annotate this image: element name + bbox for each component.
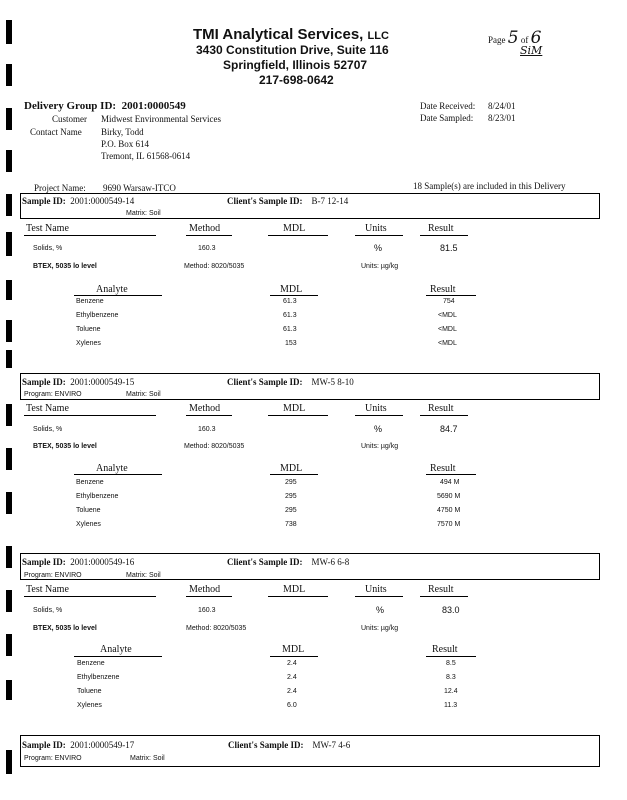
scan-edge-mark <box>6 546 12 568</box>
contact-name: Birky, Todd <box>101 127 144 137</box>
analyte-result: 7570 M <box>437 521 461 528</box>
col-units: Units <box>365 403 387 414</box>
test-solids: Solids, % <box>33 607 63 614</box>
col-underline <box>426 656 476 657</box>
scan-edge-mark <box>6 20 12 44</box>
col-method: Method <box>189 584 221 595</box>
col-underline <box>74 295 162 296</box>
analyte-name: Benzene <box>76 298 104 305</box>
sample-id: Sample ID: 2001:0000549-16 <box>22 557 135 567</box>
clients-sample-id: Client's Sample ID: MW-7 4-6 <box>228 740 351 750</box>
scan-edge-mark <box>6 108 12 130</box>
method-value: 160.3 <box>198 426 216 433</box>
scan-edge-mark <box>6 350 12 368</box>
col-analyte: Analyte <box>96 463 128 474</box>
customer-label: Customer <box>52 114 87 124</box>
scan-edge-mark <box>6 280 12 300</box>
contact-address1: P.O. Box 614 <box>101 139 150 149</box>
date-received-label: Date Received: <box>420 101 476 111</box>
col-mdl: MDL <box>280 463 303 474</box>
company-phone: 217-698-0642 <box>259 73 334 87</box>
analyte-name: Toluene <box>77 688 102 695</box>
sample-matrix: Matrix: Soil <box>126 572 161 579</box>
test-solids: Solids, % <box>33 426 63 433</box>
btex-units: Units: µg/kg <box>361 625 399 632</box>
analyte-mdl: 2.4 <box>287 660 297 667</box>
company-name: TMI Analytical Services, LLC <box>193 26 389 43</box>
col-mdl: MDL <box>282 644 305 655</box>
sample-id: Sample ID: 2001:0000549-14 <box>22 196 135 206</box>
test-btex: BTEX, 5035 lo level <box>33 443 97 450</box>
method-value: 160.3 <box>198 607 216 614</box>
col-units: Units <box>365 584 387 595</box>
scan-edge-mark <box>6 492 12 514</box>
col-mdl: MDL <box>283 223 306 234</box>
analyte-name: Toluene <box>76 507 101 514</box>
btex-method: Method: 8020/5035 <box>184 443 245 450</box>
analyte-mdl: 738 <box>285 521 297 528</box>
col-analyte: Analyte <box>100 644 132 655</box>
analyte-name: Benzene <box>77 660 105 667</box>
col-result: Result <box>428 223 454 234</box>
analyte-mdl: 2.4 <box>287 674 297 681</box>
scan-edge-mark <box>6 680 12 700</box>
col-underline <box>186 596 232 597</box>
date-sampled: 8/23/01 <box>488 113 516 123</box>
col-underline <box>355 235 403 236</box>
scan-edge-mark <box>6 750 12 774</box>
col-test-name: Test Name <box>26 584 69 595</box>
col-mdl: MDL <box>283 403 306 414</box>
btex-method: Method: 8020/5035 <box>184 263 245 270</box>
analyte-mdl: 153 <box>285 340 297 347</box>
analyte-name: Xylenes <box>76 340 101 347</box>
scan-edge-mark <box>6 590 12 612</box>
col-method: Method <box>189 223 221 234</box>
analyte-mdl: 295 <box>285 479 297 486</box>
scan-edge-mark <box>6 320 12 342</box>
sample-id: Sample ID: 2001:0000549-15 <box>22 377 135 387</box>
analyte-name: Ethylbenzene <box>76 312 119 319</box>
analyte-result: 8.5 <box>446 660 456 667</box>
analyte-name: Ethylbenzene <box>76 493 119 500</box>
units-value: % <box>374 424 383 434</box>
analyte-name: Ethylbenzene <box>77 674 120 681</box>
col-result: Result <box>430 284 456 295</box>
project-label: Project Name: <box>34 183 86 193</box>
scan-edge-mark <box>6 64 12 86</box>
initials-signature: SiM <box>520 44 543 57</box>
col-underline <box>186 235 232 236</box>
col-mdl: MDL <box>280 284 303 295</box>
col-test-name: Test Name <box>26 403 69 414</box>
col-underline <box>420 235 468 236</box>
clients-sample-id: Client's Sample ID: MW-5 8-10 <box>227 377 354 387</box>
analyte-name: Toluene <box>76 326 101 333</box>
scan-edge-mark <box>6 448 12 470</box>
analyte-name: Xylenes <box>76 521 101 528</box>
sample-program: Program: ENVIRO <box>24 755 82 762</box>
analyte-mdl: 295 <box>285 493 297 500</box>
col-underline <box>426 474 476 475</box>
test-btex: BTEX, 5035 lo level <box>33 625 97 632</box>
scan-edge-mark <box>6 194 12 216</box>
col-underline <box>420 596 468 597</box>
test-solids: Solids, % <box>33 245 63 252</box>
contact-label: Contact Name <box>30 127 82 137</box>
clients-sample-id: Client's Sample ID: MW-6 6-8 <box>227 557 350 567</box>
result-value: 83.0 <box>442 605 460 615</box>
project-name: 9690 Warsaw-ITCO <box>103 183 176 193</box>
analyte-result: <MDL <box>438 312 457 319</box>
col-underline <box>186 415 232 416</box>
samples-note: 18 Sample(s) are included in this Delivery <box>413 181 566 191</box>
col-underline <box>270 474 318 475</box>
col-underline <box>270 656 318 657</box>
scan-edge-mark <box>6 150 12 172</box>
col-result: Result <box>430 463 456 474</box>
btex-method: Method: 8020/5035 <box>186 625 247 632</box>
units-value: % <box>376 605 385 615</box>
delivery-group: Delivery Group ID: 2001:0000549 <box>24 100 186 112</box>
col-underline <box>24 596 156 597</box>
analyte-result: 754 <box>443 298 455 305</box>
analyte-result: 11.3 <box>444 702 458 709</box>
analyte-mdl: 61.3 <box>283 312 297 319</box>
col-underline <box>420 415 468 416</box>
analyte-mdl: 6.0 <box>287 702 297 709</box>
analyte-result: 5690 M <box>437 493 461 500</box>
analyte-mdl: 295 <box>285 507 297 514</box>
result-value: 81.5 <box>440 243 458 253</box>
test-btex: BTEX, 5035 lo level <box>33 263 97 270</box>
clients-sample-id: Client's Sample ID: B-7 12-14 <box>227 196 349 206</box>
sample-program: Program: ENVIRO <box>24 391 82 398</box>
date-received: 8/24/01 <box>488 101 516 111</box>
analyte-result: <MDL <box>438 340 457 347</box>
sample-id: Sample ID: 2001:0000549-17 <box>22 740 135 750</box>
col-underline <box>74 474 162 475</box>
analyte-mdl: 61.3 <box>283 326 297 333</box>
col-mdl: MDL <box>283 584 306 595</box>
col-underline <box>24 415 156 416</box>
btex-units: Units: µg/kg <box>361 443 399 450</box>
method-value: 160.3 <box>198 245 216 252</box>
analyte-name: Benzene <box>76 479 104 486</box>
btex-units: Units: µg/kg <box>361 263 399 270</box>
col-underline <box>268 235 328 236</box>
company-address-line1: 3430 Constitution Drive, Suite 116 <box>196 43 389 57</box>
col-underline <box>270 295 318 296</box>
customer-name: Midwest Environmental Services <box>101 114 221 124</box>
scan-edge-mark <box>6 232 12 256</box>
page-indicator: Page 5 of 6 <box>488 28 542 48</box>
analyte-result: 12.4 <box>444 688 458 695</box>
contact-address2: Tremont, IL 61568-0614 <box>101 151 191 161</box>
col-analyte: Analyte <box>96 284 128 295</box>
col-underline <box>426 295 476 296</box>
col-method: Method <box>189 403 221 414</box>
analyte-mdl: 61.3 <box>283 298 297 305</box>
analyte-name: Xylenes <box>77 702 102 709</box>
analyte-result: 494 M <box>440 479 460 486</box>
col-result: Result <box>428 403 454 414</box>
sample-matrix: Matrix: Soil <box>126 391 161 398</box>
col-underline <box>24 235 156 236</box>
col-test-name: Test Name <box>26 223 69 234</box>
col-underline <box>268 415 328 416</box>
col-result: Result <box>428 584 454 595</box>
sample-matrix: Matrix: Soil <box>130 755 165 762</box>
date-sampled-label: Date Sampled: <box>420 113 474 123</box>
company-address-line2: Springfield, Illinois 52707 <box>223 58 368 72</box>
units-value: % <box>374 243 383 253</box>
scan-edge-mark <box>6 634 12 656</box>
sample-matrix: Matrix: Soil <box>126 210 161 217</box>
col-underline <box>355 596 403 597</box>
col-underline <box>355 415 403 416</box>
col-result: Result <box>432 644 458 655</box>
col-underline <box>268 596 328 597</box>
scan-edge-mark <box>6 404 12 426</box>
analyte-result: <MDL <box>438 326 457 333</box>
result-value: 84.7 <box>440 424 458 434</box>
analyte-result: 8.3 <box>446 674 456 681</box>
col-underline <box>74 656 162 657</box>
col-units: Units <box>365 223 387 234</box>
analyte-result: 4750 M <box>437 507 461 514</box>
sample-program: Program: ENVIRO <box>24 572 82 579</box>
analyte-mdl: 2.4 <box>287 688 297 695</box>
